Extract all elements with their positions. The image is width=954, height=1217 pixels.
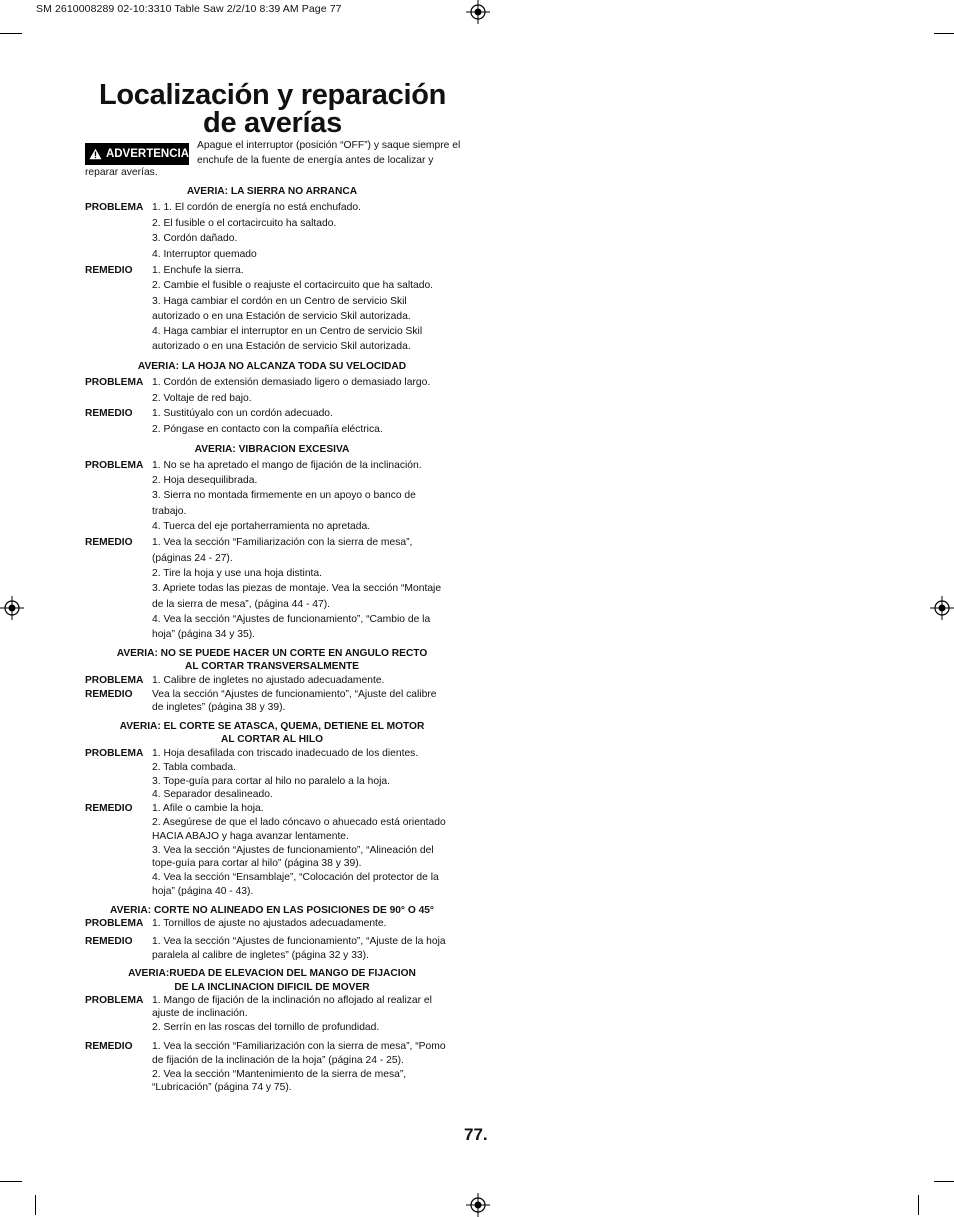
problem-label: PROBLEMA — [85, 202, 144, 213]
crop-mark — [35, 1195, 36, 1215]
problem-label: PROBLEMA — [85, 460, 144, 471]
text-line: 4. Separador desalineado. — [152, 789, 273, 800]
text-line: 2. Serrín en las roscas del tornillo de profundidad. — [152, 1022, 380, 1033]
text-line: 1. Mango de fijación de la inclinación no aflojado al realizar el — [152, 995, 432, 1006]
text-line: 2. Póngase en contacto con la compañía eléctrica. — [152, 424, 383, 435]
page-title-line: Localización y reparación — [98, 79, 447, 111]
remedy-label: REMEDIO — [85, 537, 133, 548]
text-line: 1. Vea la sección “Familiarización con la sierra de mesa”, — [152, 537, 413, 548]
text-line: 2. Hoja desequilibrada. — [152, 475, 258, 486]
problem-label: PROBLEMA — [85, 377, 144, 388]
text-line: 4. Haga cambiar el interruptor en un Centro de servicio Skil — [152, 326, 423, 337]
text-line: 1. Calibre de ingletes no ajustado adecuadamente. — [152, 675, 385, 686]
text-line: 2. Asegúrese de que el lado cóncavo o ahuecado está orientado — [152, 817, 446, 828]
text-line: 1. Afile o cambie la hoja. — [152, 803, 264, 814]
warning-text-continuation: reparar averías. — [85, 167, 158, 178]
text-line: (páginas 24 - 27). — [152, 553, 233, 564]
problem-label: PROBLEMA — [85, 995, 144, 1006]
text-line: 4. Tuerca del eje portaherramienta no apretada. — [152, 521, 371, 532]
problem-label: PROBLEMA — [85, 748, 144, 759]
remedy-label: REMEDIO — [85, 1041, 133, 1052]
section-heading: AVERIA: VIBRACION EXCESIVA — [194, 444, 350, 455]
crop-mark — [918, 1195, 919, 1215]
page-number: 77. — [464, 1125, 488, 1144]
crop-mark — [0, 33, 22, 34]
registration-mark-icon — [466, 1193, 490, 1217]
text-line: 1. 1. El cordón de energía no está enchufado. — [152, 202, 361, 213]
section-heading: AVERIA: EL CORTE SE ATASCA, QUEMA, DETIENE EL MOTOR — [119, 721, 425, 732]
text-line: 3. Apriete todas las piezas de montaje. Vea la sección “Montaje — [152, 583, 442, 594]
section-heading: AVERIA: LA HOJA NO ALCANZA TODA SU VELOCIDAD — [137, 361, 407, 372]
registration-mark-icon — [0, 596, 24, 620]
text-line: 1. Sustitúyalo con un cordón adecuado. — [152, 408, 333, 419]
section-heading: AVERIA: CORTE NO ALINEADO EN LAS POSICIONES DE 90° O 45° — [109, 905, 434, 916]
section-heading: AL CORTAR AL HILO — [220, 734, 324, 745]
text-line: hoja” (página 34 y 35). — [152, 629, 256, 640]
text-line: paralela al calibre de ingletes” (página 32 y 33). — [152, 950, 369, 961]
warning-text: Apague el interruptor (posición “OFF”) y saque siempre el enchufe de la fuente de energía antes de localizar y — [197, 140, 461, 166]
text-line: 1. Tornillos de ajuste no ajustados adecuadamente. — [152, 918, 387, 929]
text-line: trabajo. — [152, 506, 187, 517]
crop-mark — [934, 1181, 954, 1182]
problem-label: PROBLEMA — [85, 918, 144, 929]
crop-mark — [934, 33, 954, 34]
text-line: autorizado o en una Estación de servicio Skil autorizada. — [152, 311, 411, 322]
section-heading: AVERIA:RUEDA DE ELEVACION DEL MANGO DE FIJACION — [128, 968, 416, 979]
text-line: 1. Hoja desafilada con triscado inadecuado de los dientes. — [152, 748, 419, 759]
text-line: 2. El fusible o el cortacircuito ha saltado. — [152, 218, 337, 229]
text-line: 1. No se ha apretado el mango de fijación de la inclinación. — [152, 460, 422, 471]
warning-badge — [85, 143, 189, 165]
print-slug: SM 2610008289 02-10:3310 Table Saw 2/2/10 8:39 AM Page 77 — [36, 3, 342, 15]
remedy-label: REMEDIO — [85, 689, 133, 700]
registration-mark-icon — [466, 0, 490, 24]
text-line: 3. Sierra no montada firmemente en un apoyo o banco de — [152, 490, 416, 501]
section-heading: AVERIA: NO SE PUEDE HACER UN CORTE EN ANGULO RECTO — [116, 648, 428, 659]
remedy-label: REMEDIO — [85, 408, 133, 419]
text-line: 4. Vea la sección “Ajustes de funcionamiento”, “Cambio de la — [152, 614, 431, 625]
text-line: 3. Tope-guía para cortar al hilo no paralelo a la hoja. — [152, 776, 390, 787]
text-line: 2. Cambie el fusible o reajuste el cortacircuito que ha saltado. — [152, 280, 434, 291]
remedy-label: REMEDIO — [85, 936, 133, 947]
text-line: de fijación de la inclinación de la hoja” (página 24 - 25). — [152, 1055, 404, 1066]
remedy-label: REMEDIO — [85, 265, 133, 276]
page-title — [60, 81, 485, 137]
text-line: 2. Voltaje de red bajo. — [152, 393, 252, 404]
text-line: de la sierra de mesa”, (página 44 - 47). — [152, 599, 330, 610]
warning-badge-label: ADVERTENCIA — [105, 148, 189, 160]
crop-mark — [0, 1181, 22, 1182]
text-line: 2. Tire la hoja y use una hoja distinta. — [152, 568, 323, 579]
text-line: 3. Vea la sección “Ajustes de funcionamiento”, “Alineación del — [152, 845, 434, 856]
text-line: autorizado o en una Estación de servicio Skil autorizada. — [152, 341, 411, 352]
text-line: 2. Tabla combada. — [152, 762, 236, 773]
text-line: ajuste de inclinación. — [152, 1008, 248, 1019]
text-line: Vea la sección “Ajustes de funcionamiento”, “Ajuste del calibre — [152, 689, 437, 700]
text-line: 1. Cordón de extensión demasiado ligero o demasiado largo. — [152, 377, 431, 388]
registration-mark-icon — [930, 596, 954, 620]
problem-label: PROBLEMA — [85, 675, 144, 686]
text-line: HACIA ABAJO y haga avanzar lentamente. — [152, 831, 349, 842]
text-line: hoja” (página 40 - 43). — [152, 886, 254, 897]
text-line: 1. Enchufe la sierra. — [152, 265, 244, 276]
text-line: “Lubricación” (página 74 y 75). — [152, 1082, 292, 1093]
remedy-label: REMEDIO — [85, 803, 133, 814]
page-title-line: de averías — [203, 107, 342, 139]
section-heading: AVERIA: LA SIERRA NO ARRANCA — [186, 186, 358, 197]
text-line: 1. Vea la sección “Familiarización con la sierra de mesa”, “Pomo — [152, 1041, 446, 1052]
text-line: 3. Cordón dañado. — [152, 233, 238, 244]
section-heading: AL CORTAR TRANSVERSALMENTE — [185, 661, 359, 672]
section-heading: DE LA INCLINACION DIFICIL DE MOVER — [174, 982, 370, 993]
text-line: 4. Interruptor quemado — [152, 249, 257, 260]
text-line: de ingletes” (página 38 y 39). — [152, 702, 286, 713]
text-line: tope-guía para cortar al hilo” (página 38 y 39). — [152, 858, 362, 869]
text-line: 1. Vea la sección “Ajustes de funcionamiento”, “Ajuste de la hoja — [152, 936, 446, 947]
text-line: 2. Vea la sección “Mantenimiento de la sierra de mesa”, — [152, 1069, 407, 1080]
warning-triangle-icon — [89, 147, 102, 161]
text-line: 3. Haga cambiar el cordón en un Centro de servicio Skil — [152, 296, 407, 307]
text-line: 4. Vea la sección “Ensamblaje”, “Colocación del protector de la — [152, 872, 439, 883]
